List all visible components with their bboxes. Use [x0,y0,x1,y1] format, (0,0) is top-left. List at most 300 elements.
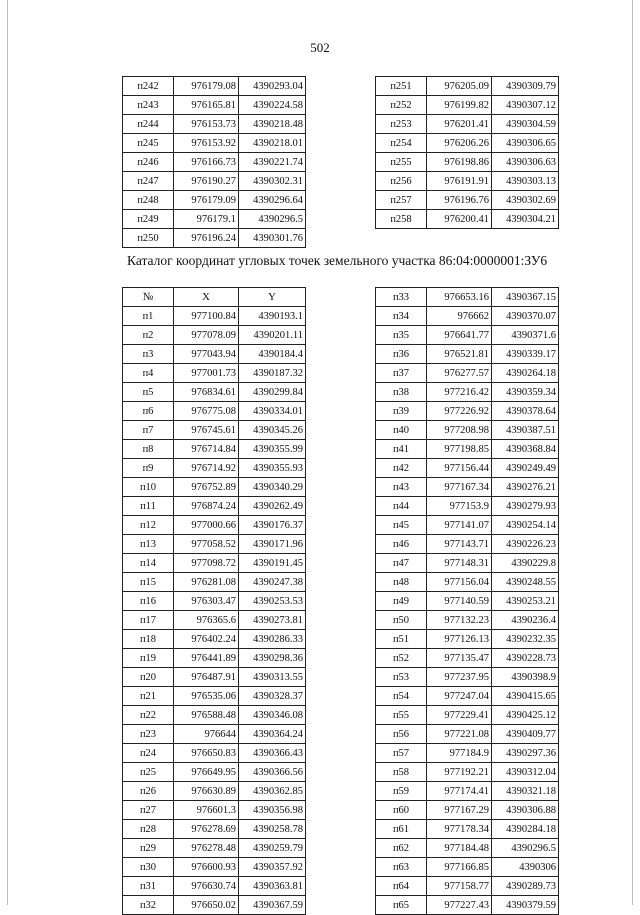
x-coord-cell: 976487.91 [174,668,239,687]
point-id-cell: п258 [376,210,427,229]
table-row [123,210,306,229]
y-coord-cell: 4390254.14 [492,516,559,535]
y-coord-cell: 4390264.18 [492,364,559,383]
y-coord-cell: 4390253.21 [492,592,559,611]
coord-table-top-right [375,76,559,229]
y-coord-cell: 4390279.93 [492,497,559,516]
point-id-cell: п39 [376,402,427,421]
point-id-cell: п2 [123,326,174,345]
y-coord-cell: 4390312.04 [492,763,559,782]
table-row [376,307,559,326]
x-coord-cell: 976650.83 [174,744,239,763]
x-coord-cell: 977216.42 [427,383,492,402]
table-row [123,801,306,820]
y-coord-cell: 4390298.36 [239,649,306,668]
y-coord-cell: 4390371.6 [492,326,559,345]
x-coord-cell: 976644 [174,725,239,744]
table-row [376,592,559,611]
table-row [123,402,306,421]
table-row [376,172,559,191]
point-id-cell: п248 [123,191,174,210]
y-coord-cell: 4390387.51 [492,421,559,440]
table-row [123,421,306,440]
x-coord-cell: 976521.81 [427,345,492,364]
point-id-cell: п4 [123,364,174,383]
x-coord-cell: 977237.95 [427,668,492,687]
point-id-cell: п36 [376,345,427,364]
x-coord-cell: 976191.91 [427,172,492,191]
point-id-cell: п63 [376,858,427,877]
x-coord-cell: 977001.73 [174,364,239,383]
point-id-cell: п16 [123,592,174,611]
point-id-cell: п37 [376,364,427,383]
y-coord-cell: 4390221.74 [239,153,306,172]
x-coord-cell: 977174.41 [427,782,492,801]
coord-table-main-left [122,287,306,915]
point-id-cell: п32 [123,896,174,915]
table-row [123,649,306,668]
table-row [123,554,306,573]
y-coord-cell: 4390176.37 [239,516,306,535]
table-row [123,115,306,134]
point-id-cell: п62 [376,839,427,858]
x-coord-cell: 977221.08 [427,725,492,744]
point-id-cell: п49 [376,592,427,611]
x-coord-cell: 977148.31 [427,554,492,573]
table-row [376,459,559,478]
point-id-cell: п30 [123,858,174,877]
point-id-cell: п21 [123,687,174,706]
y-coord-cell: 4390334.01 [239,402,306,421]
table-row [123,364,306,383]
y-coord-cell: 4390299.84 [239,383,306,402]
table-row [123,326,306,345]
x-coord-cell: 977143.71 [427,535,492,554]
point-id-cell: п255 [376,153,427,172]
x-coord-cell: 976630.89 [174,782,239,801]
x-coord-cell: 976196.76 [427,191,492,210]
table-row [123,687,306,706]
header-x: X [174,288,239,307]
point-id-cell: п54 [376,687,427,706]
table-row [376,345,559,364]
y-coord-cell: 4390398.9 [492,668,559,687]
x-coord-cell: 977153.9 [427,497,492,516]
y-coord-cell: 4390355.99 [239,440,306,459]
y-coord-cell: 4390284.18 [492,820,559,839]
y-coord-cell: 4390359.34 [492,383,559,402]
x-coord-cell: 976199.82 [427,96,492,115]
table-row [123,725,306,744]
y-coord-cell: 4390302.69 [492,191,559,210]
x-coord-cell: 977135.47 [427,649,492,668]
x-coord-cell: 976630.74 [174,877,239,896]
x-coord-cell: 976714.84 [174,440,239,459]
point-id-cell: п64 [376,877,427,896]
point-id-cell: п250 [123,229,174,248]
table-row [123,668,306,687]
y-coord-cell: 4390302.31 [239,172,306,191]
x-coord-cell: 976650.02 [174,896,239,915]
y-coord-cell: 4390236.4 [492,611,559,630]
table-row [376,364,559,383]
point-id-cell: п65 [376,896,427,915]
y-coord-cell: 4390218.01 [239,134,306,153]
point-id-cell: п45 [376,516,427,535]
table-row [376,744,559,763]
y-coord-cell: 4390368.84 [492,440,559,459]
point-id-cell: п244 [123,115,174,134]
y-coord-cell: 4390262.49 [239,497,306,516]
point-id-cell: п252 [376,96,427,115]
x-coord-cell: 976834.61 [174,383,239,402]
table-row [376,877,559,896]
y-coord-cell: 4390306 [492,858,559,877]
point-id-cell: п56 [376,725,427,744]
x-coord-cell: 977229.41 [427,706,492,725]
x-coord-cell: 976653.16 [427,288,492,307]
y-coord-cell: 4390293.04 [239,77,306,96]
point-id-cell: п43 [376,478,427,497]
x-coord-cell: 977043.94 [174,345,239,364]
table-row [123,172,306,191]
table-row [376,554,559,573]
x-coord-cell: 976205.09 [427,77,492,96]
y-coord-cell: 4390226.23 [492,535,559,554]
x-coord-cell: 976303.47 [174,592,239,611]
table-row [376,858,559,877]
table-row [123,345,306,364]
y-coord-cell: 4390249.49 [492,459,559,478]
y-coord-cell: 4390184.4 [239,345,306,364]
y-coord-cell: 4390201.11 [239,326,306,345]
table-row [376,668,559,687]
table-row [376,402,559,421]
x-coord-cell: 977058.52 [174,535,239,554]
x-coord-cell: 976198.86 [427,153,492,172]
table-row [376,134,559,153]
point-id-cell: п6 [123,402,174,421]
y-coord-cell: 4390304.21 [492,210,559,229]
y-coord-cell: 4390321.18 [492,782,559,801]
point-id-cell: п25 [123,763,174,782]
table-row [376,210,559,229]
table-row [376,611,559,630]
table-row [376,820,559,839]
x-coord-cell: 976641.77 [427,326,492,345]
x-coord-cell: 977078.09 [174,326,239,345]
point-id-cell: п47 [376,554,427,573]
y-coord-cell: 4390356.98 [239,801,306,820]
x-coord-cell: 976179.09 [174,191,239,210]
table-row [123,744,306,763]
scan-right-edge [632,0,633,905]
table-row [376,687,559,706]
x-coord-cell: 977126.13 [427,630,492,649]
y-coord-cell: 4390286.33 [239,630,306,649]
x-coord-cell: 977184.9 [427,744,492,763]
header-y: Y [239,288,306,307]
point-id-cell: п18 [123,630,174,649]
x-coord-cell: 977227.43 [427,896,492,915]
table-row [123,896,306,915]
point-id-cell: п251 [376,77,427,96]
y-coord-cell: 4390309.79 [492,77,559,96]
table-row [123,96,306,115]
x-coord-cell: 976600.93 [174,858,239,877]
x-coord-cell: 977178.34 [427,820,492,839]
point-id-cell: п46 [376,535,427,554]
x-coord-cell: 976179.1 [174,210,239,229]
x-coord-cell: 976201.41 [427,115,492,134]
table-row [376,706,559,725]
table-row [123,763,306,782]
point-id-cell: п5 [123,383,174,402]
point-id-cell: п27 [123,801,174,820]
x-coord-cell: 976153.92 [174,134,239,153]
table-row [376,115,559,134]
table-row [123,630,306,649]
table-row [123,440,306,459]
x-coord-cell: 977167.29 [427,801,492,820]
table-row [376,839,559,858]
point-id-cell: п29 [123,839,174,858]
y-coord-cell: 4390370.07 [492,307,559,326]
point-id-cell: п42 [376,459,427,478]
x-coord-cell: 977000.66 [174,516,239,535]
point-id-cell: п11 [123,497,174,516]
table-row [123,383,306,402]
table-row [123,134,306,153]
x-coord-cell: 976714.92 [174,459,239,478]
point-id-cell: п58 [376,763,427,782]
point-id-cell: п22 [123,706,174,725]
point-id-cell: п38 [376,383,427,402]
y-coord-cell: 4390171.96 [239,535,306,554]
y-coord-cell: 4390229.8 [492,554,559,573]
point-id-cell: п243 [123,96,174,115]
point-id-cell: п14 [123,554,174,573]
x-coord-cell: 977141.07 [427,516,492,535]
table-row [376,440,559,459]
point-id-cell: п15 [123,573,174,592]
y-coord-cell: 4390289.73 [492,877,559,896]
table-row [123,706,306,725]
x-coord-cell: 977156.04 [427,573,492,592]
coord-table-main-right [375,287,559,915]
point-id-cell: п34 [376,307,427,326]
x-coord-cell: 977167.34 [427,478,492,497]
x-coord-cell: 976153.73 [174,115,239,134]
x-coord-cell: 976278.48 [174,839,239,858]
y-coord-cell: 4390367.59 [239,896,306,915]
point-id-cell: п28 [123,820,174,839]
table-row [376,573,559,592]
table-row [123,459,306,478]
y-coord-cell: 4390345.26 [239,421,306,440]
x-coord-cell: 976402.24 [174,630,239,649]
y-coord-cell: 4390259.79 [239,839,306,858]
point-id-cell: п41 [376,440,427,459]
table-row [123,573,306,592]
y-coord-cell: 4390328.37 [239,687,306,706]
x-coord-cell: 976365.6 [174,611,239,630]
y-coord-cell: 4390364.24 [239,725,306,744]
table-row [123,782,306,801]
y-coord-cell: 4390367.15 [492,288,559,307]
point-id-cell: п19 [123,649,174,668]
y-coord-cell: 4390303.13 [492,172,559,191]
point-id-cell: п17 [123,611,174,630]
y-coord-cell: 4390248.55 [492,573,559,592]
table-row [123,307,306,326]
x-coord-cell: 976165.81 [174,96,239,115]
point-id-cell: п55 [376,706,427,725]
point-id-cell: п51 [376,630,427,649]
point-id-cell: п61 [376,820,427,839]
y-coord-cell: 4390301.76 [239,229,306,248]
table-row [123,478,306,497]
x-coord-cell: 976206.26 [427,134,492,153]
y-coord-cell: 4390232.35 [492,630,559,649]
point-id-cell: п20 [123,668,174,687]
table-row [376,535,559,554]
y-coord-cell: 4390191.45 [239,554,306,573]
y-coord-cell: 4390253.53 [239,592,306,611]
point-id-cell: п254 [376,134,427,153]
x-coord-cell: 976281.08 [174,573,239,592]
table-row [376,191,559,210]
y-coord-cell: 4390355.93 [239,459,306,478]
y-coord-cell: 4390346.08 [239,706,306,725]
y-coord-cell: 4390306.88 [492,801,559,820]
point-id-cell: п57 [376,744,427,763]
table-row [376,383,559,402]
table-row [376,516,559,535]
point-id-cell: п249 [123,210,174,229]
point-id-cell: п253 [376,115,427,134]
table-row [376,421,559,440]
y-coord-cell: 4390378.64 [492,402,559,421]
point-id-cell: п12 [123,516,174,535]
y-coord-cell: 4390304.59 [492,115,559,134]
y-coord-cell: 4390307.12 [492,96,559,115]
point-id-cell: п246 [123,153,174,172]
point-id-cell: п48 [376,573,427,592]
table-row [123,229,306,248]
table-row [376,288,559,307]
page-number: 502 [310,40,330,55]
point-id-cell: п24 [123,744,174,763]
y-coord-cell: 4390297.36 [492,744,559,763]
table-row [376,77,559,96]
point-id-cell: п40 [376,421,427,440]
point-id-cell: п3 [123,345,174,364]
header-no: № [123,288,174,307]
point-id-cell: п60 [376,801,427,820]
x-coord-cell: 977226.92 [427,402,492,421]
point-id-cell: п257 [376,191,427,210]
table-row [123,611,306,630]
x-coord-cell: 976649.95 [174,763,239,782]
y-coord-cell: 4390187.32 [239,364,306,383]
y-coord-cell: 4390296.64 [239,191,306,210]
table-row [376,725,559,744]
y-coord-cell: 4390306.65 [492,134,559,153]
table-row [123,153,306,172]
x-coord-cell: 976662 [427,307,492,326]
x-coord-cell: 976535.06 [174,687,239,706]
point-id-cell: п1 [123,307,174,326]
y-coord-cell: 4390409.77 [492,725,559,744]
x-coord-cell: 977184.48 [427,839,492,858]
point-id-cell: п26 [123,782,174,801]
table-row [123,535,306,554]
y-coord-cell: 4390296.5 [239,210,306,229]
x-coord-cell: 977158.77 [427,877,492,896]
table-row [376,630,559,649]
table-row [123,820,306,839]
y-coord-cell: 4390247.38 [239,573,306,592]
y-coord-cell: 4390362.85 [239,782,306,801]
y-coord-cell: 4390425.12 [492,706,559,725]
x-coord-cell: 977198.85 [427,440,492,459]
x-coord-cell: 976588.48 [174,706,239,725]
y-coord-cell: 4390339.17 [492,345,559,364]
x-coord-cell: 976874.24 [174,497,239,516]
y-coord-cell: 4390258.78 [239,820,306,839]
table-row [123,77,306,96]
y-coord-cell: 4390276.21 [492,478,559,497]
coord-table-top-left [122,76,306,248]
table-row [376,478,559,497]
y-coord-cell: 4390379.59 [492,896,559,915]
table-row [376,782,559,801]
point-id-cell: п23 [123,725,174,744]
point-id-cell: п7 [123,421,174,440]
x-coord-cell: 977208.98 [427,421,492,440]
x-coord-cell: 976752.89 [174,478,239,497]
x-coord-cell: 976278.69 [174,820,239,839]
y-coord-cell: 4390296.5 [492,839,559,858]
y-coord-cell: 4390340.29 [239,478,306,497]
point-id-cell: п44 [376,497,427,516]
x-coord-cell: 977247.04 [427,687,492,706]
table-row [123,592,306,611]
y-coord-cell: 4390313.55 [239,668,306,687]
table-header-row [123,288,306,307]
x-coord-cell: 976775.08 [174,402,239,421]
point-id-cell: п33 [376,288,427,307]
point-id-cell: п8 [123,440,174,459]
y-coord-cell: 4390366.56 [239,763,306,782]
x-coord-cell: 977140.59 [427,592,492,611]
scan-left-edge [7,0,8,905]
table-row [376,497,559,516]
y-coord-cell: 4390357.92 [239,858,306,877]
point-id-cell: п50 [376,611,427,630]
x-coord-cell: 976190.27 [174,172,239,191]
x-coord-cell: 977166.85 [427,858,492,877]
point-id-cell: п35 [376,326,427,345]
y-coord-cell: 4390224.58 [239,96,306,115]
y-coord-cell: 4390228.73 [492,649,559,668]
table-row [376,326,559,345]
y-coord-cell: 4390363.81 [239,877,306,896]
table-row [123,858,306,877]
x-coord-cell: 976601.3 [174,801,239,820]
point-id-cell: п10 [123,478,174,497]
